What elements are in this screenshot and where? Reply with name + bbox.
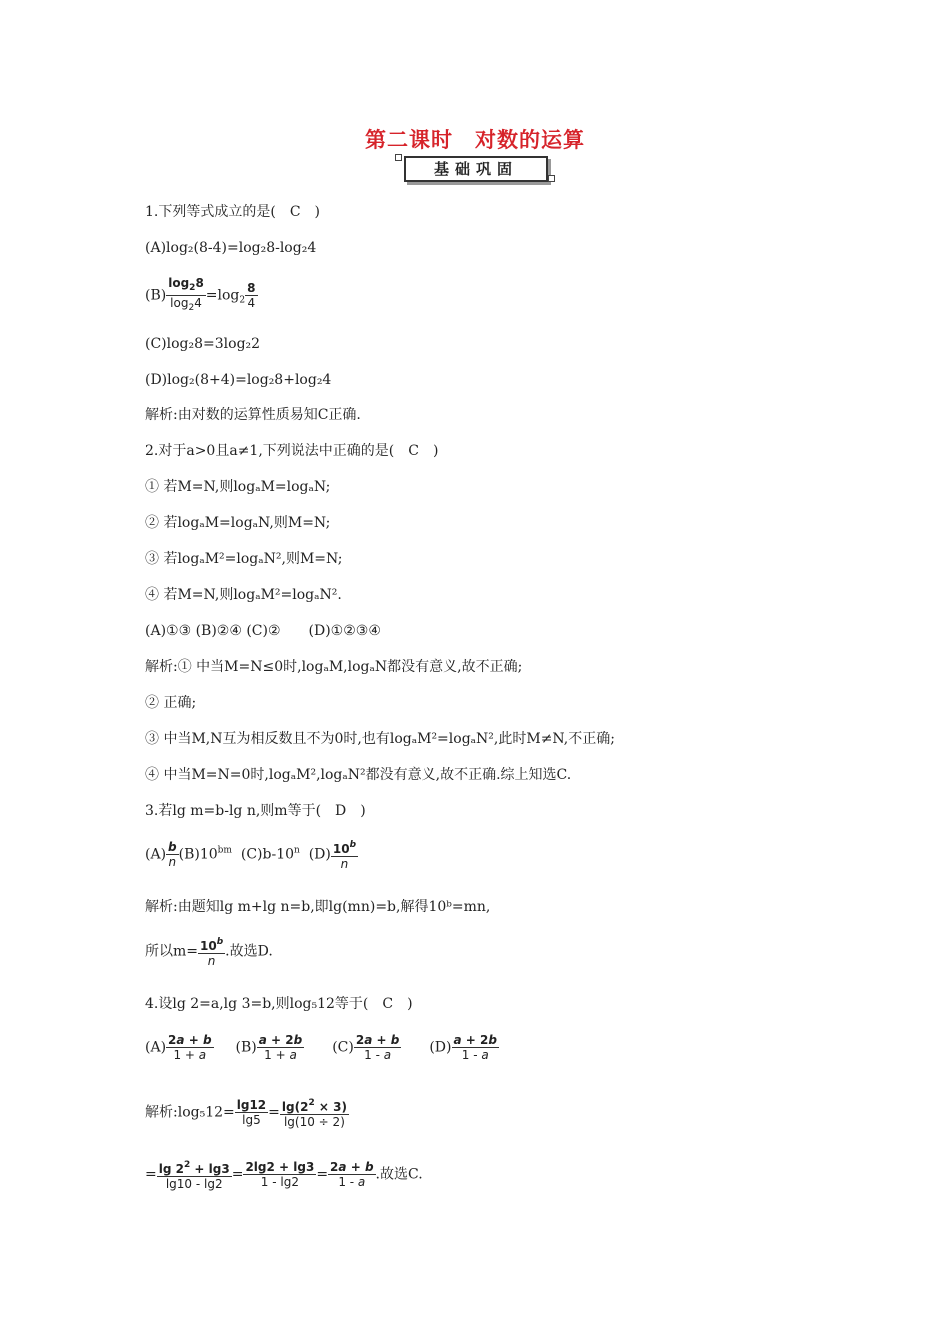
banner-corner-mark	[548, 175, 555, 182]
q1-option-b: (B) $\frac{\log_28}{\log_24}$ $=\log_2$ $\frac{8}{4}$	[145, 276, 256, 313]
section-banner	[395, 154, 555, 182]
fraction: $\frac{8}{4}$	[247, 281, 256, 310]
fraction: $\frac{2a + b}{1 - a}$	[355, 1033, 400, 1062]
analysis-text: .故选D.	[225, 943, 273, 960]
analysis-text: .故选C.	[375, 1166, 423, 1183]
fraction: $\frac{2\lg 2 + \lg 3}{1 - \lg 2}$	[245, 1160, 315, 1189]
fraction: $\frac{\lg 2^2 + \lg 3}{\lg 10 - \lg 2}$	[158, 1160, 230, 1191]
section-title: 基础巩固	[404, 156, 548, 182]
q4-analysis-1: 解析:log₅12= $\frac{\lg 12}{\lg 5}$ = $\frac{\lg(2^2 \times 3)}{\lg(10 \div 2)}$	[145, 1098, 347, 1129]
q4-options: (A) $\frac{2a + b}{1 + a}$ (B) $\frac{a + 2b}{1 + a}$ (C) $\frac{2a + b}{1 - a}$ (D) $\frac{a + 2b}{1 - a}$	[145, 1033, 497, 1062]
fraction: $\frac{10^b}{n}$	[332, 840, 357, 871]
q2-statement-1: ① 若M=N,则logₐM=logₐN;	[145, 479, 331, 495]
page-title: 第二课时 对数的运算	[365, 128, 585, 152]
q1-stem: 1.下列等式成立的是( C )	[145, 204, 320, 220]
q3-analysis-1: 解析:由题知lg m+lg n=b,即lg(mn)=b,解得10ᵇ=mn,	[145, 899, 491, 915]
q1-option-a: (A)log₂(8-4)=log₂8-log₂4	[145, 240, 317, 256]
q2-stem: 2.对于a>0且a≠1,下列说法中正确的是( C )	[145, 443, 439, 459]
q3-stem: 3.若lg m=b-lg n,则m等于( D )	[145, 803, 366, 819]
fraction: $\frac{\log_28}{\log_24}$	[168, 276, 204, 313]
q2-statement-4: ④ 若M=N,则logₐM²=logₐN².	[145, 587, 342, 603]
q2-statement-3: ③ 若logₐM²=logₐN²,则M=N;	[145, 551, 343, 567]
fraction: $\frac{a + 2b}{1 + a}$	[258, 1033, 303, 1062]
q1-option-c: (C)log₂8=3log₂2	[145, 336, 261, 352]
analysis-text: 解析:log₅12=	[145, 1104, 235, 1121]
q2-analysis-4: ④ 中当M=N=0时,logₐM²,logₐN²都没有意义,故不正确.综上知选C.	[145, 767, 572, 783]
q2-analysis-3: ③ 中当M,N互为相反数且不为0时,也有logₐM²=logₐN²,此时M≠N,不正确;	[145, 731, 615, 747]
q1-analysis: 解析:由对数的运算性质易知C正确.	[145, 407, 361, 423]
fraction: $\frac{10^b}{n}$	[200, 937, 224, 968]
q4-analysis-2: = $\frac{\lg 2^2 + \lg 3}{\lg 10 - \lg 2}$ = $\frac{2\lg 2 + \lg 3}{1 - \lg 2}$ = $\frac{2a + b}{1 - a}$ .故选C.	[145, 1160, 423, 1191]
q2-statement-2: ② 若logₐM=logₐN,则M=N;	[145, 515, 331, 531]
fraction: $\frac{b}{n}$	[168, 840, 177, 869]
q2-options: (A)①③ (B)②④ (C)② (D)①②③④	[145, 623, 381, 639]
q2-analysis-2: ② 正确;	[145, 695, 197, 711]
fraction: $\frac{a + 2b}{1 - a}$	[453, 1033, 497, 1062]
q1-option-d: (D)log₂(8+4)=log₂8+log₂4	[145, 372, 332, 388]
fraction: $\frac{2a + b}{1 - a}$	[330, 1160, 374, 1189]
fraction: $\frac{2a + b}{1 + a}$	[168, 1033, 212, 1062]
q3-options: (A) $\frac{b}{n}$ $(B)10^{bm}$ (C)b-10$^n$ (D) $\frac{10^b}{n}$	[145, 840, 357, 871]
q4-stem: 4.设lg 2=a,lg 3=b,则log₅12等于( C )	[145, 996, 413, 1012]
fraction: $\frac{\lg(2^2 \times 3)}{\lg(10 \div 2)}$	[281, 1098, 347, 1129]
q3-analysis-2	[145, 935, 273, 968]
analysis-text: 所以m=	[145, 943, 199, 960]
q2-analysis-1: 解析:① 中当M=N≤0时,logₐM,logₐN都没有意义,故不正确;	[145, 659, 523, 675]
banner-corner-mark	[395, 154, 402, 161]
fraction: $\frac{\lg 12}{\lg 5}$	[236, 1098, 267, 1127]
